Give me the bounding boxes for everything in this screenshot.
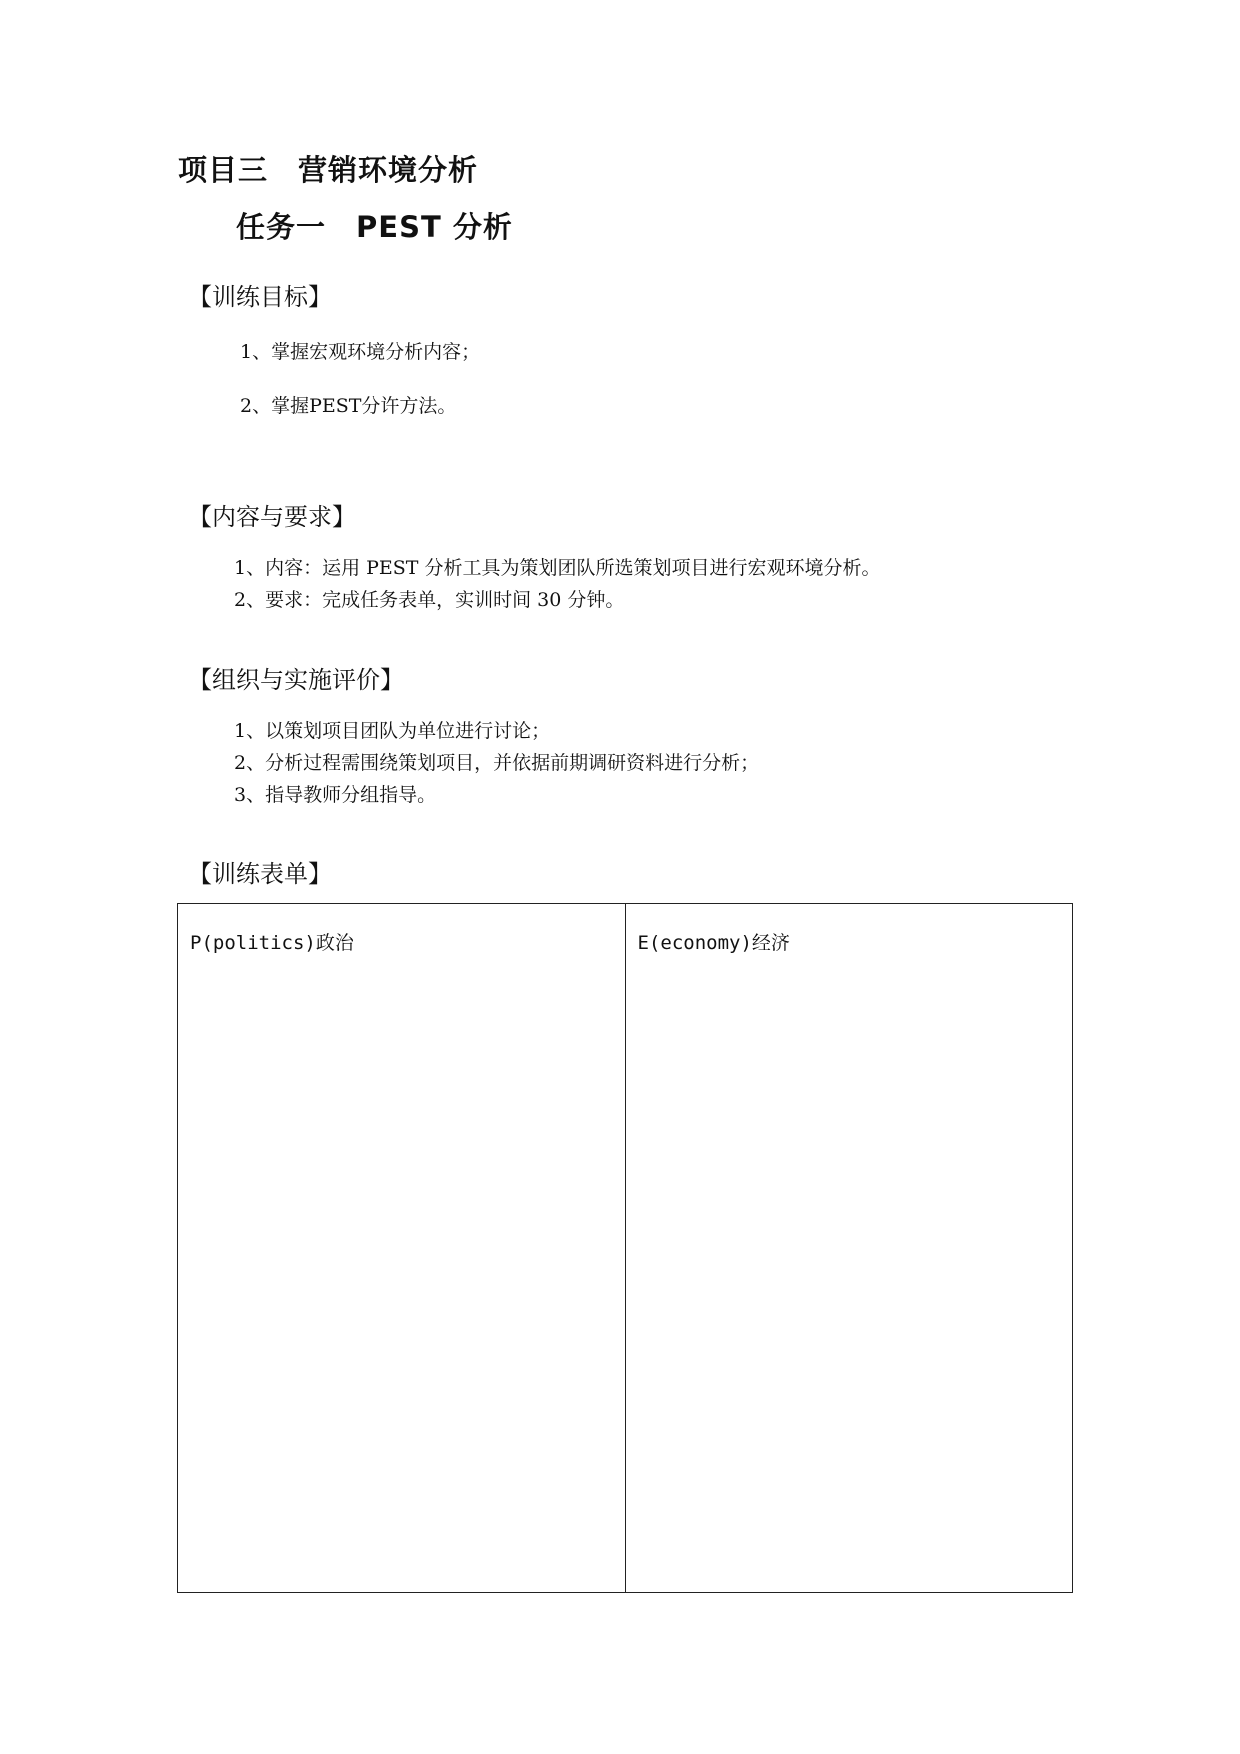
politics-cell[interactable] [178, 904, 625, 1592]
content-requirement-item: 2、要求：完成任务表单，实训时间 30 分钟。 [234, 589, 625, 611]
training-goal-item: 1、掌握宏观环境分析内容； [240, 341, 481, 363]
task-title: 任务一 PEST 分析 [236, 210, 513, 244]
pest-training-form-table [177, 903, 1073, 1593]
politics-label: P(politics)政治 [190, 932, 354, 954]
economy-cell[interactable] [625, 904, 1073, 1592]
organization-item: 3、指导教师分组指导。 [234, 784, 437, 806]
economy-label: E(economy)经济 [637, 932, 790, 954]
content-requirements-heading: 【内容与要求】 [188, 503, 356, 531]
training-goals-heading: 【训练目标】 [188, 283, 332, 311]
project-title: 项目三 营销环境分析 [178, 153, 479, 187]
training-goal-item: 2、掌握PEST分许方法。 [240, 395, 457, 417]
content-requirement-item: 1、内容：运用 PEST 分析工具为策划团队所选策划项目进行宏观环境分析。 [234, 557, 881, 579]
organization-item: 1、以策划项目团队为单位进行讨论； [234, 720, 551, 742]
organization-item: 2、分析过程需围绕策划项目，并依据前期调研资料进行分析； [234, 752, 760, 774]
organization-evaluation-heading: 【组织与实施评价】 [188, 666, 404, 694]
training-form-heading: 【训练表单】 [188, 860, 332, 888]
